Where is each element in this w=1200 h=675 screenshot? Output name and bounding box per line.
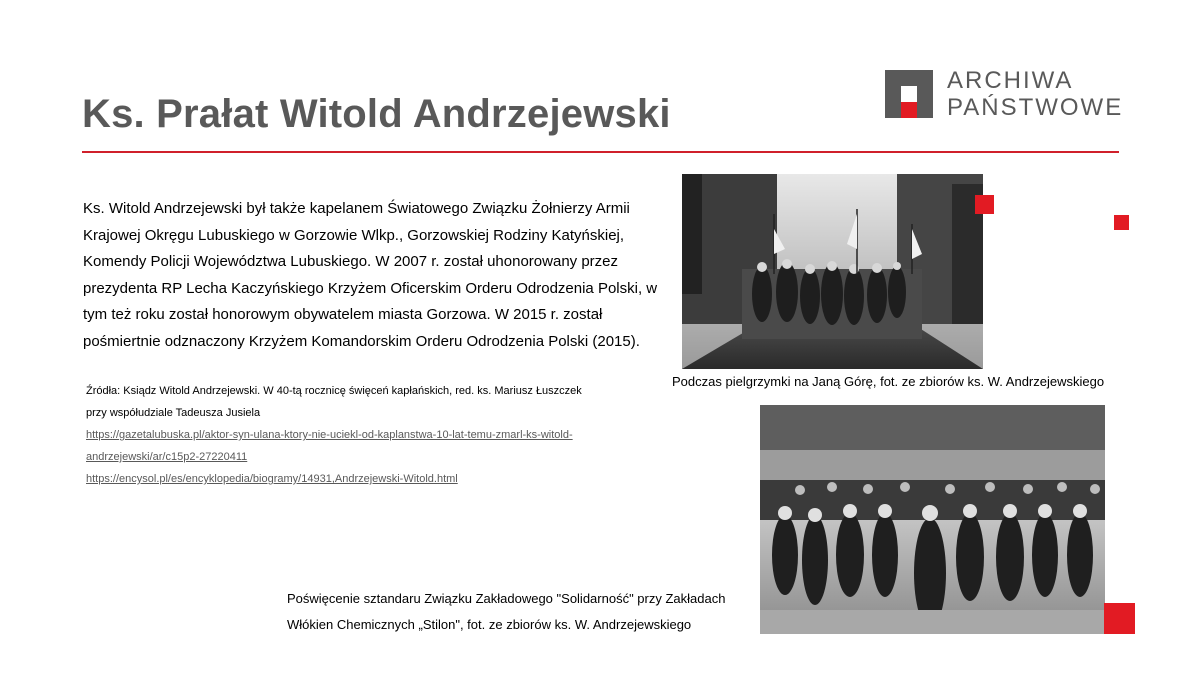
logo-mark-icon — [885, 70, 933, 118]
decorative-red-square — [975, 195, 994, 214]
slide-title: Ks. Prałat Witold Andrzejewski — [82, 92, 671, 136]
solidarnosc-caption-line-1: Poświęcenie sztandaru Związku Zakładowego "Solidarność" przy Zakładach — [287, 591, 726, 606]
source-link-gazetalubuska-part1[interactable]: https://gazetalubuska.pl/aktor-syn-ulana-ktory-nie-uciekl-od-kaplanstwa-10-lat-temu-zmarl-ks-witold- — [86, 429, 573, 441]
solidarnosc-caption-line-2: Włókien Chemicznych „Stilon", fot. ze zbiorów ks. W. Andrzejewskiego — [287, 617, 692, 632]
pilgrimage-photo-caption: Podczas pielgrzymki na Janą Górę, fot. ze zbiorów ks. W. Andrzejewskiego — [672, 374, 1105, 389]
solidarnosc-photo — [760, 405, 1105, 634]
source-link-gazetalubuska-part2[interactable]: andrzejewski/ar/c15p2-27220411 — [86, 451, 248, 463]
pilgrimage-photo-image — [682, 174, 983, 369]
source-link-encysol[interactable]: https://encysol.pl/es/encyklopedia/biogramy/14931,Andrzejewski-Witold.html — [86, 473, 458, 485]
logo-line-1: ARCHIWA — [947, 67, 1074, 94]
source-link-gazetalubuska[interactable] — [86, 424, 666, 468]
biography-paragraph: Ks. Witold Andrzejewski był także kapelanem Światowego Związku Żołnierzy Armii Krajowej Okręgu Lubuskiego w Gorzowie Wlkp., Gorzowskiej Rodziny Katyńskiej, Komendy Policji Województwa Lubuskiego. W 2007 r. został uhonorowany przez prezydenta RP Lecha Kaczyńskiego Krzyżem Oficerskim Orderu Odrodzenia Polski, w tym też roku został honorowym obywatelem miasta Gorzowa. W 2015 r. został pośmiertnie odznaczony Krzyżem Komandorskim Orderu Odrodzenia Polski (2015). — [83, 200, 658, 350]
sources-line-2: przy współudziale Tadeusza Jusiela — [86, 407, 261, 419]
logo-text — [947, 67, 1123, 121]
logo-line-2: PAŃSTWOWE — [947, 94, 1124, 121]
solidarnosc-photo-image — [760, 405, 1105, 634]
sources-block — [86, 380, 666, 490]
solidarnosc-photo-caption — [287, 586, 757, 638]
sources-line-1: Źródła: Ksiądz Witold Andrzejewski. W 40-tą rocznicę święceń kapłańskich, red. ks. Mariusz Łuszczek — [86, 385, 582, 397]
title-divider — [82, 151, 1119, 153]
pilgrimage-photo — [682, 174, 983, 369]
decorative-red-square — [1104, 603, 1135, 634]
archiwa-panstwowe-logo — [885, 67, 1125, 126]
decorative-red-square — [1114, 215, 1129, 230]
